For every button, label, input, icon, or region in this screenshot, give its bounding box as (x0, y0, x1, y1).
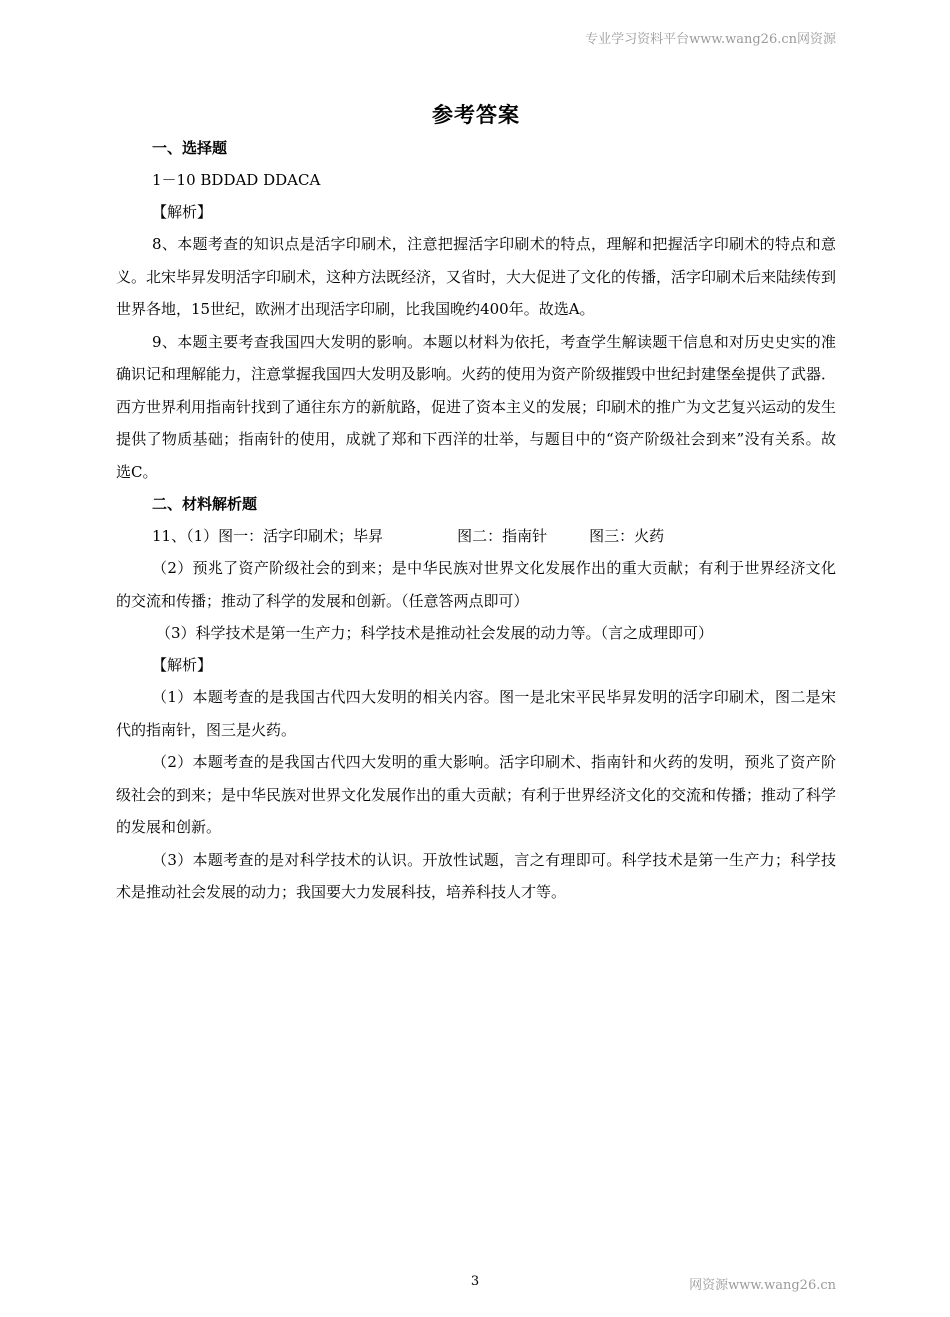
choice-answers: 1－10 BDDAD DDACA (152, 171, 321, 189)
q11-part2: （2）预兆了资产阶级社会的到来；是中华民族对世界文化发展作出的重大贡献；有利于世界经济文化的交流和传播；推动了科学的发展和创新。（任意答两点即可） (116, 559, 836, 610)
analysis-part3: （3）本题考查的是对科学技术的认识。开放性试题，言之有理即可。科学技术是第一生产力；科学技术是推动社会发展的动力；我国要大力发展科技，培养科技人才等。 (116, 850, 836, 901)
page-title: 参考答案 (432, 102, 520, 127)
q11-part1-fig3: 图三：火药 (589, 527, 665, 545)
q11-part1-fig1: 11、（1）图一：活字印刷术；毕昇 (152, 527, 384, 545)
section-heading-choice: 一、选择题 (152, 139, 228, 157)
q11-part1-fig2: 图二：指南针 (457, 527, 548, 545)
q11-part1 (116, 520, 836, 552)
footer-watermark: 网资源www.wang26.cn (689, 1278, 836, 1293)
analysis-label-2: 【解析】 (152, 656, 213, 674)
analysis-part2: （2）本题考查的是我国古代四大发明的重大影响。活字印刷术、指南针和火药的发明，预兆了资产阶级社会的到来；是中华民族对世界文化发展作出的重大贡献；有利于世界经济文化的交流和传播；推动了科学的发展和创新。 (116, 753, 837, 836)
q9-analysis: 9、本题主要考查我国四大发明的影响。本题以材料为依托，考查学生解读题干信息和对历史史实的准确识记和理解能力，注意掌握我国四大发明及影响。火药的使用为资产阶级摧毁中世纪封建堡垒提供了武器．西方世界利用指南针找到了通往东方的新航路，促进了资本主义的发展；印刷术的推广为文艺复兴运动的发生提供了物质基础；指南针的使用，成就了郑和下西洋的壮举，与题目中的“资产阶级社会到来”没有关系。故选C。 (116, 332, 837, 481)
analysis-part1: （1）本题考查的是我国古代四大发明的相关内容。图一是北宋平民毕昇发明的活字印刷术，图二是宋代的指南针，图三是火药。 (116, 688, 836, 739)
document-body (116, 100, 836, 909)
page-number: 3 (470, 1274, 480, 1289)
q11-part3: （3）科学技术是第一生产力；科学技术是推动社会发展的动力等。（言之成理即可） (156, 624, 714, 642)
q8-analysis: 8、本题考查的知识点是活字印刷术，注意把握活字印刷术的特点，理解和把握活字印刷术的特点和意义。北宋毕昇发明活字印刷术，这种方法既经济，又省时，大大促进了文化的传播，活字印刷术后来陆续传到世界各地，15世纪，欧洲才出现活字印刷，比我国晚约400年。故选A。 (116, 235, 837, 318)
section-heading-material: 二、材料解析题 (152, 495, 258, 513)
header-watermark: 专业学习资料平台www.wang26.cn网资源 (585, 32, 836, 47)
analysis-label: 【解析】 (152, 203, 213, 221)
